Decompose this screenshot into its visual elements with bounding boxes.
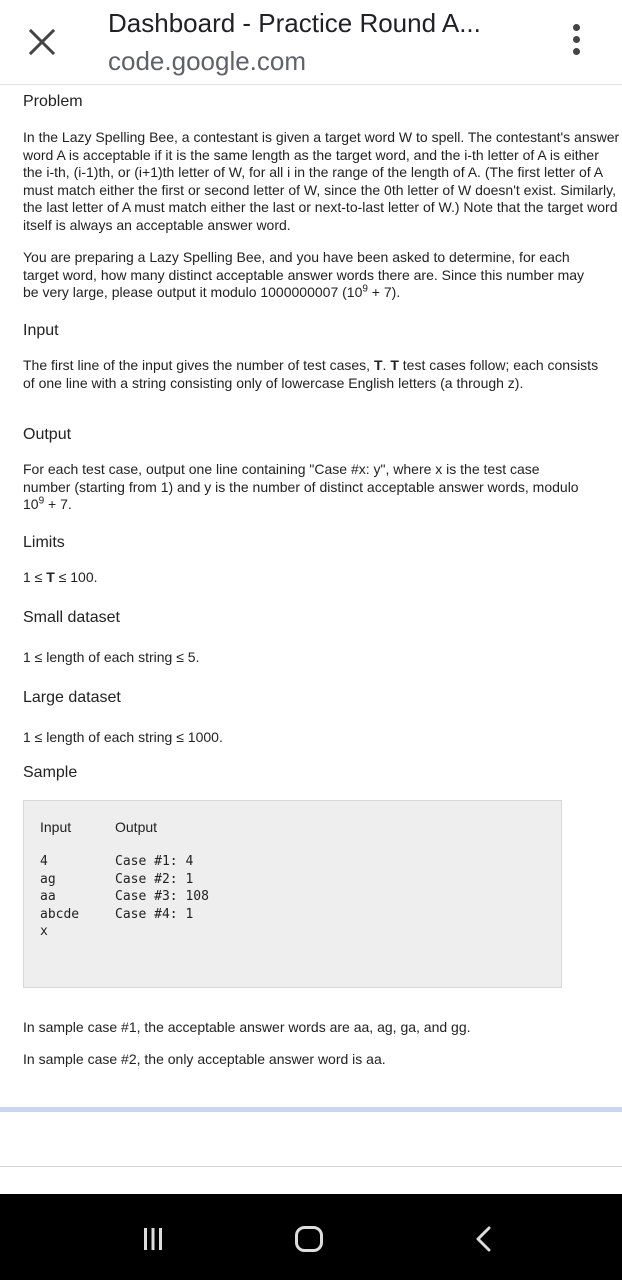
- output-heading: Output: [23, 426, 72, 443]
- problem-description: In the Lazy Spelling Bee, a contestant is given a target word W to spell. The contestant's answer word A is acceptable if it is the same length as the target word, and the i-th letter of A is either the i-th, (i-1)th, or (i+1)th letter of W, for all i in the range of the length of A. (The first letter of A must match either the first or second letter of W, since the 0th letter of W doesn't exist. Similarly, the last letter of A must match either the last or next-to-last letter of W.) Note that the target word itself is always an acceptable answer word.: [23, 129, 620, 233]
- limits-heading: Limits: [23, 534, 65, 551]
- sample-input-line: abcde: [40, 906, 80, 922]
- sample-input-lines[interactable]: [40, 853, 79, 941]
- input-heading: Input: [23, 322, 59, 339]
- sample-output-label: Output: [115, 819, 158, 835]
- sample-input-line: aa: [40, 889, 56, 904]
- small-dataset-text: 1 ≤ length of each string ≤ 5.: [23, 649, 200, 665]
- problem-heading: Problem: [23, 93, 83, 110]
- recent-apps-icon[interactable]: [138, 1226, 168, 1252]
- small-dataset-heading: Small dataset: [23, 609, 120, 626]
- sample-heading: Sample: [23, 764, 78, 781]
- input-description: The first line of the input gives the number of test cases, T. T test cases follow; each consists of one line with a string consisting only of lowercase English letters (a through z).: [23, 357, 599, 391]
- sample-box: [23, 800, 562, 988]
- sample-input-line: ag: [40, 871, 56, 887]
- close-icon[interactable]: [26, 26, 58, 58]
- footer-divider: [0, 1166, 622, 1167]
- home-icon[interactable]: [294, 1226, 324, 1252]
- section-divider: [0, 1107, 622, 1112]
- output-description: For each test case, output one line containing "Case #x: y", where x is the test case number (starting from 1) and y is the number of distinct acceptable answer words, modulo $10^9 + 7$.: [23, 461, 579, 512]
- sample-output-line: Case #2: 1: [115, 871, 194, 887]
- back-icon[interactable]: [470, 1226, 496, 1252]
- sample-output-line: Case #1: 4: [115, 854, 194, 869]
- more-options-icon[interactable]: [568, 24, 584, 60]
- sample-input-line: x: [40, 924, 48, 939]
- sample-output-line: Case #3: 108: [115, 889, 209, 904]
- sample-input-line: 4: [40, 854, 48, 869]
- page-title: Dashboard - Practice Round A...: [108, 8, 481, 38]
- page-url[interactable]: code.google.com: [108, 46, 307, 76]
- sample-input-label: Input: [40, 819, 72, 835]
- browser-top-bar: [0, 0, 622, 85]
- large-dataset-heading: Large dataset: [23, 689, 121, 706]
- problem-task: You are preparing a Lazy Spelling Bee, and you have been asked to determine, for each target word, how many distinct acceptable answer words there are. Since this number may be very large, please output it modulo 1000000007 $(10^9 + 7)$.: [23, 249, 585, 300]
- limits-text: 1 ≤ T ≤ 100.: [23, 569, 98, 585]
- sample-note-2: In sample case #2, the only acceptable answer word is aa.: [23, 1051, 386, 1067]
- sample-output-lines[interactable]: [115, 853, 209, 923]
- system-navigation-bar: [0, 1194, 622, 1280]
- sample-note-1: In sample case #1, the acceptable answer words are aa, ag, ga, and gg.: [23, 1019, 471, 1035]
- large-dataset-text: 1 ≤ length of each string ≤ 1000.: [23, 729, 223, 745]
- sample-output-line: Case #4: 1: [115, 906, 194, 922]
